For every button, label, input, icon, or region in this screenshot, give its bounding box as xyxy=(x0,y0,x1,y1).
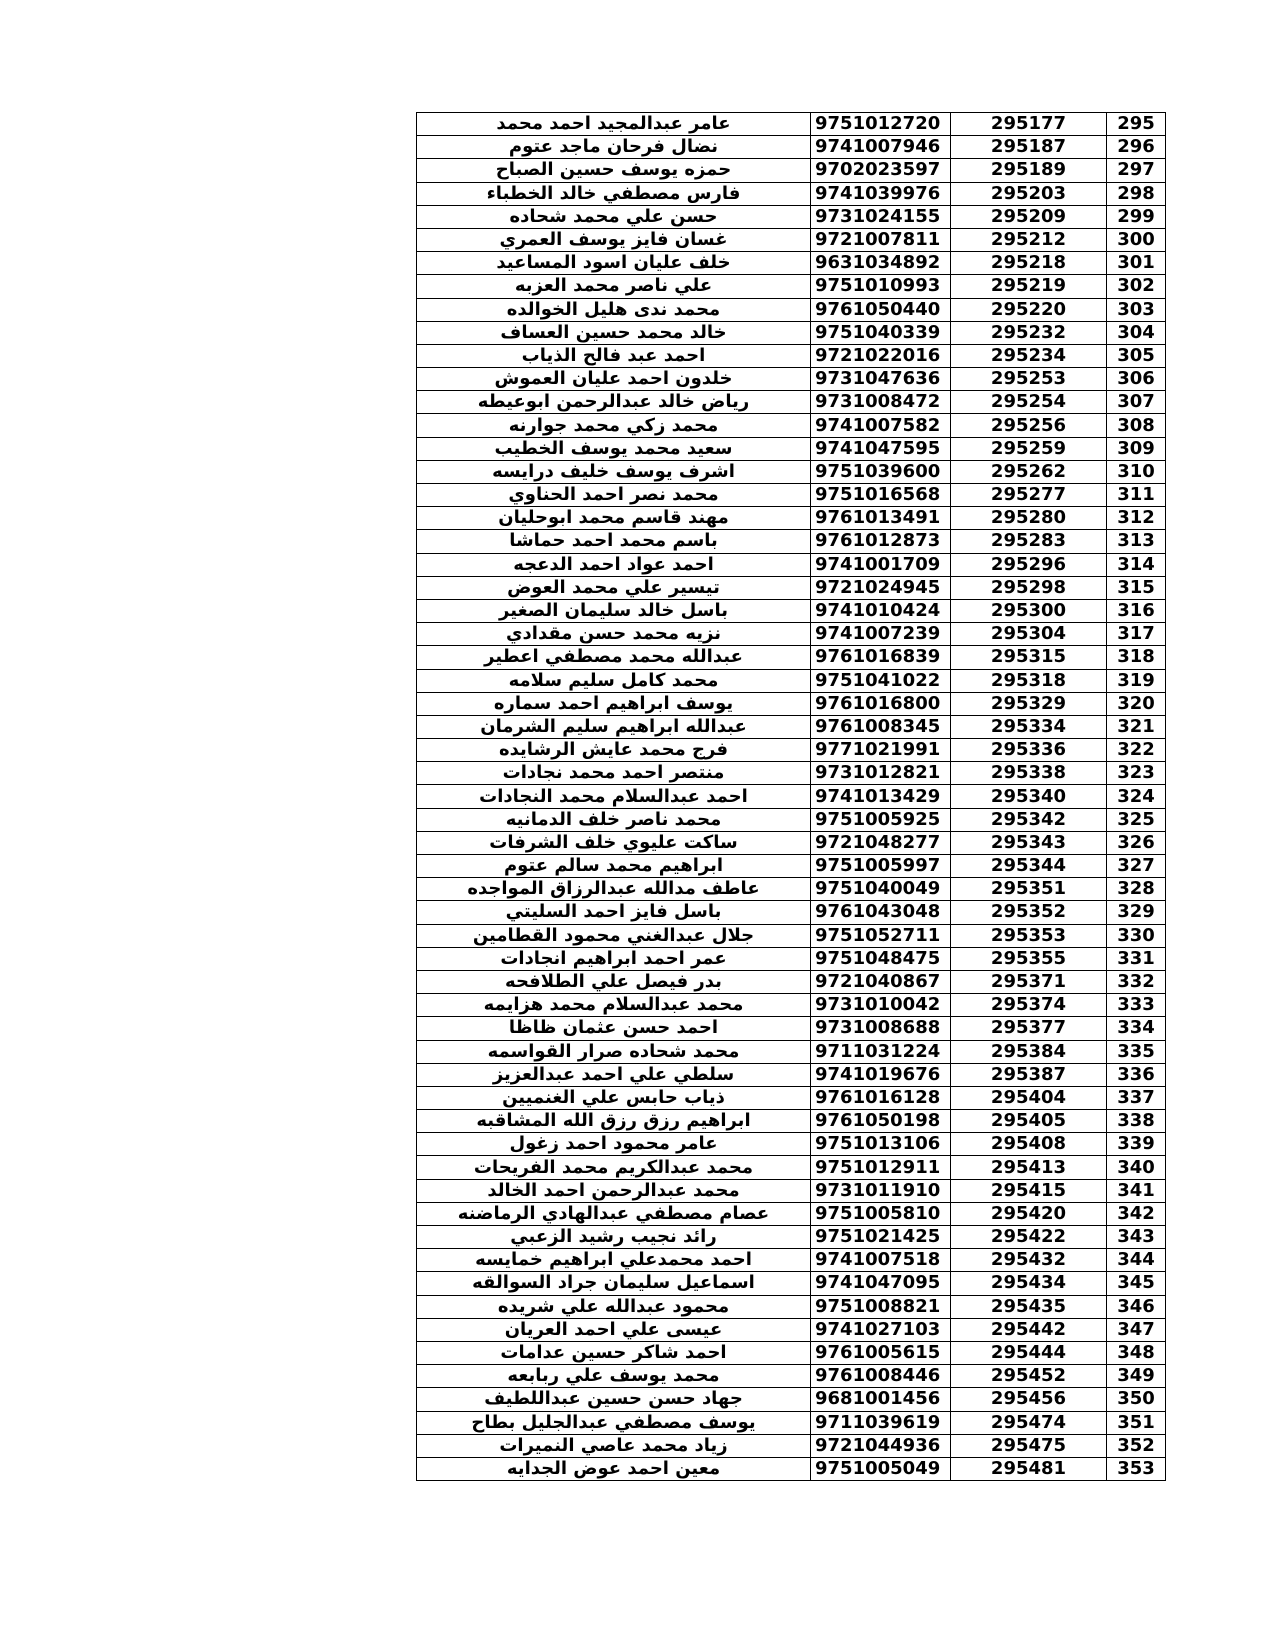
table-row xyxy=(417,1411,1166,1434)
national-number-cell: 9741013429 xyxy=(811,785,951,808)
national-number-cell: 9761012873 xyxy=(811,530,951,553)
code-cell: 295351 xyxy=(951,878,1107,901)
table-row xyxy=(417,182,1166,205)
national-number-cell: 9751048475 xyxy=(811,947,951,970)
table-row xyxy=(417,437,1166,460)
national-number-cell: 9751041022 xyxy=(811,669,951,692)
national-number-cell: 9731008472 xyxy=(811,391,951,414)
code-cell: 295420 xyxy=(951,1202,1107,1225)
table-row xyxy=(417,1341,1166,1364)
table-row xyxy=(417,1156,1166,1179)
sequence-number-cell: 352 xyxy=(1107,1434,1166,1457)
name-cell: عامر محمود احمد زغول xyxy=(417,1133,811,1156)
table-row xyxy=(417,368,1166,391)
national-number-cell: 9761013491 xyxy=(811,507,951,530)
table-row xyxy=(417,321,1166,344)
sequence-number-cell: 310 xyxy=(1107,460,1166,483)
code-cell: 295353 xyxy=(951,924,1107,947)
name-cell: ذياب حابس علي الغنميين xyxy=(417,1086,811,1109)
national-number-cell: 9681001456 xyxy=(811,1388,951,1411)
sequence-number-cell: 326 xyxy=(1107,831,1166,854)
national-number-cell: 9741019676 xyxy=(811,1063,951,1086)
sequence-number-cell: 332 xyxy=(1107,970,1166,993)
national-number-cell: 9721040867 xyxy=(811,970,951,993)
code-cell: 295344 xyxy=(951,855,1107,878)
table-row xyxy=(417,669,1166,692)
sequence-number-cell: 298 xyxy=(1107,182,1166,205)
name-cell: رائد نجيب رشيد الزعبي xyxy=(417,1226,811,1249)
code-cell: 295415 xyxy=(951,1179,1107,1202)
sequence-number-cell: 328 xyxy=(1107,878,1166,901)
table-row xyxy=(417,391,1166,414)
code-cell: 295234 xyxy=(951,344,1107,367)
name-cell: باسل فايز احمد السليتي xyxy=(417,901,811,924)
code-cell: 295256 xyxy=(951,414,1107,437)
name-cell: معين احمد عوض الجدايه xyxy=(417,1457,811,1480)
name-cell: احمد عبدالسلام محمد النجادات xyxy=(417,785,811,808)
name-cell: يوسف ابراهيم احمد سماره xyxy=(417,692,811,715)
national-number-cell: 9751008821 xyxy=(811,1295,951,1318)
sequence-number-cell: 337 xyxy=(1107,1086,1166,1109)
table-row xyxy=(417,808,1166,831)
table-row xyxy=(417,623,1166,646)
code-cell: 295352 xyxy=(951,901,1107,924)
code-cell: 295298 xyxy=(951,576,1107,599)
name-cell: محمد نصر احمد الحناوي xyxy=(417,484,811,507)
sequence-number-cell: 338 xyxy=(1107,1110,1166,1133)
code-cell: 295444 xyxy=(951,1341,1107,1364)
name-cell: حسن علي محمد شحاده xyxy=(417,205,811,228)
code-cell: 295262 xyxy=(951,460,1107,483)
table-row xyxy=(417,228,1166,251)
name-cell: عمر احمد ابراهيم انجادات xyxy=(417,947,811,970)
table-row xyxy=(417,1040,1166,1063)
code-cell: 295280 xyxy=(951,507,1107,530)
national-number-cell: 9721007811 xyxy=(811,228,951,251)
national-number-cell: 9731047636 xyxy=(811,368,951,391)
table-row xyxy=(417,1272,1166,1295)
code-cell: 295300 xyxy=(951,599,1107,622)
table-row xyxy=(417,1318,1166,1341)
code-cell: 295422 xyxy=(951,1226,1107,1249)
name-cell: نزيه محمد حسن مقدادي xyxy=(417,623,811,646)
table-row xyxy=(417,994,1166,1017)
code-cell: 295456 xyxy=(951,1388,1107,1411)
national-number-cell: 9702023597 xyxy=(811,159,951,182)
table-row xyxy=(417,159,1166,182)
code-cell: 295387 xyxy=(951,1063,1107,1086)
national-number-cell: 9751052711 xyxy=(811,924,951,947)
name-cell: ساكت عليوي خلف الشرفات xyxy=(417,831,811,854)
table-row xyxy=(417,205,1166,228)
sequence-number-cell: 344 xyxy=(1107,1249,1166,1272)
sequence-number-cell: 335 xyxy=(1107,1040,1166,1063)
table-row xyxy=(417,878,1166,901)
sequence-number-cell: 316 xyxy=(1107,599,1166,622)
name-cell: باسم محمد احمد حماشا xyxy=(417,530,811,553)
table-row xyxy=(417,1110,1166,1133)
table-row xyxy=(417,1202,1166,1225)
table-row xyxy=(417,1457,1166,1480)
code-cell: 295304 xyxy=(951,623,1107,646)
table-row xyxy=(417,344,1166,367)
name-cell: خلف عليان اسود المساعيد xyxy=(417,252,811,275)
code-cell: 295336 xyxy=(951,739,1107,762)
national-number-cell: 9751010993 xyxy=(811,275,951,298)
national-number-cell: 9731010042 xyxy=(811,994,951,1017)
code-cell: 295283 xyxy=(951,530,1107,553)
table-row xyxy=(417,1434,1166,1457)
code-cell: 295355 xyxy=(951,947,1107,970)
code-cell: 295203 xyxy=(951,182,1107,205)
national-number-cell: 9741007946 xyxy=(811,136,951,159)
table-row xyxy=(417,1249,1166,1272)
table-row xyxy=(417,576,1166,599)
name-cell: نضال فرحان ماجد عتوم xyxy=(417,136,811,159)
code-cell: 295315 xyxy=(951,646,1107,669)
sequence-number-cell: 313 xyxy=(1107,530,1166,553)
name-cell: منتصر احمد محمد نجادات xyxy=(417,762,811,785)
name-cell: عصام مصطفي عبدالهادي الرماضنه xyxy=(417,1202,811,1225)
national-number-cell: 9751012911 xyxy=(811,1156,951,1179)
name-cell: محمد زكي محمد جوارنه xyxy=(417,414,811,437)
code-cell: 295220 xyxy=(951,298,1107,321)
name-cell: محمد عبدالكريم محمد الفريحات xyxy=(417,1156,811,1179)
national-number-cell: 9631034892 xyxy=(811,252,951,275)
code-cell: 295187 xyxy=(951,136,1107,159)
table-row xyxy=(417,855,1166,878)
name-cell: محمد يوسف علي ربابعه xyxy=(417,1365,811,1388)
table-row xyxy=(417,1017,1166,1040)
name-cell: عبدالله محمد مصطفي اعطير xyxy=(417,646,811,669)
sequence-number-cell: 342 xyxy=(1107,1202,1166,1225)
table-row xyxy=(417,715,1166,738)
name-cell: زياد محمد عاصي النميرات xyxy=(417,1434,811,1457)
national-number-cell: 9741027103 xyxy=(811,1318,951,1341)
code-cell: 295318 xyxy=(951,669,1107,692)
table-row xyxy=(417,762,1166,785)
national-number-cell: 9711031224 xyxy=(811,1040,951,1063)
national-number-cell: 9731012821 xyxy=(811,762,951,785)
code-cell: 295434 xyxy=(951,1272,1107,1295)
sequence-number-cell: 300 xyxy=(1107,228,1166,251)
code-cell: 295189 xyxy=(951,159,1107,182)
national-number-cell: 9761008345 xyxy=(811,715,951,738)
table-row xyxy=(417,414,1166,437)
name-cell: محمد ناصر خلف الدمانيه xyxy=(417,808,811,831)
sequence-number-cell: 319 xyxy=(1107,669,1166,692)
code-cell: 295253 xyxy=(951,368,1107,391)
table-row xyxy=(417,1086,1166,1109)
sequence-number-cell: 339 xyxy=(1107,1133,1166,1156)
sequence-number-cell: 305 xyxy=(1107,344,1166,367)
national-number-cell: 9761008446 xyxy=(811,1365,951,1388)
code-cell: 295338 xyxy=(951,762,1107,785)
sequence-number-cell: 324 xyxy=(1107,785,1166,808)
table-row xyxy=(417,136,1166,159)
sequence-number-cell: 303 xyxy=(1107,298,1166,321)
national-number-cell: 9751016568 xyxy=(811,484,951,507)
code-cell: 295177 xyxy=(951,113,1107,136)
sequence-number-cell: 343 xyxy=(1107,1226,1166,1249)
code-cell: 295296 xyxy=(951,553,1107,576)
sequence-number-cell: 320 xyxy=(1107,692,1166,715)
table-body xyxy=(417,113,1166,1481)
national-number-cell: 9741039976 xyxy=(811,182,951,205)
code-cell: 295377 xyxy=(951,1017,1107,1040)
sequence-number-cell: 330 xyxy=(1107,924,1166,947)
national-number-cell: 9721044936 xyxy=(811,1434,951,1457)
sequence-number-cell: 333 xyxy=(1107,994,1166,1017)
table-row xyxy=(417,901,1166,924)
national-number-cell: 9711039619 xyxy=(811,1411,951,1434)
code-cell: 295329 xyxy=(951,692,1107,715)
national-number-cell: 9751021425 xyxy=(811,1226,951,1249)
national-number-cell: 9751040339 xyxy=(811,321,951,344)
sequence-number-cell: 318 xyxy=(1107,646,1166,669)
sequence-number-cell: 295 xyxy=(1107,113,1166,136)
national-number-cell: 9751005810 xyxy=(811,1202,951,1225)
code-cell: 295334 xyxy=(951,715,1107,738)
sequence-number-cell: 323 xyxy=(1107,762,1166,785)
code-cell: 295254 xyxy=(951,391,1107,414)
code-cell: 295413 xyxy=(951,1156,1107,1179)
sequence-number-cell: 302 xyxy=(1107,275,1166,298)
sequence-number-cell: 307 xyxy=(1107,391,1166,414)
national-number-cell: 9731008688 xyxy=(811,1017,951,1040)
name-cell: فرج محمد عايش الرشايده xyxy=(417,739,811,762)
code-cell: 295475 xyxy=(951,1434,1107,1457)
code-cell: 295219 xyxy=(951,275,1107,298)
table-row xyxy=(417,275,1166,298)
sequence-number-cell: 341 xyxy=(1107,1179,1166,1202)
name-cell: جهاد حسن حسين عبداللطيف xyxy=(417,1388,811,1411)
code-cell: 295474 xyxy=(951,1411,1107,1434)
table-row xyxy=(417,298,1166,321)
sequence-number-cell: 331 xyxy=(1107,947,1166,970)
national-number-cell: 9741007518 xyxy=(811,1249,951,1272)
national-number-cell: 9761050198 xyxy=(811,1110,951,1133)
table-row xyxy=(417,947,1166,970)
table-row xyxy=(417,507,1166,530)
table-row xyxy=(417,1063,1166,1086)
name-cell: محمد عبدالرحمن احمد الخالد xyxy=(417,1179,811,1202)
national-number-cell: 9741007582 xyxy=(811,414,951,437)
code-cell: 295432 xyxy=(951,1249,1107,1272)
sequence-number-cell: 336 xyxy=(1107,1063,1166,1086)
national-number-cell: 9771021991 xyxy=(811,739,951,762)
national-number-cell: 9731024155 xyxy=(811,205,951,228)
name-cell: خالد محمد حسين العساف xyxy=(417,321,811,344)
table-row xyxy=(417,1388,1166,1411)
code-cell: 295277 xyxy=(951,484,1107,507)
name-cell: مهند قاسم محمد ابوحليان xyxy=(417,507,811,530)
national-number-cell: 9761016800 xyxy=(811,692,951,715)
sequence-number-cell: 317 xyxy=(1107,623,1166,646)
sequence-number-cell: 322 xyxy=(1107,739,1166,762)
name-cell: احمد شاكر حسين عدامات xyxy=(417,1341,811,1364)
sequence-number-cell: 346 xyxy=(1107,1295,1166,1318)
name-cell: جلال عبدالغني محمود القطامين xyxy=(417,924,811,947)
code-cell: 295232 xyxy=(951,321,1107,344)
name-cell: محمد كامل سليم سلامه xyxy=(417,669,811,692)
code-cell: 295374 xyxy=(951,994,1107,1017)
code-cell: 295343 xyxy=(951,831,1107,854)
sequence-number-cell: 334 xyxy=(1107,1017,1166,1040)
sequence-number-cell: 348 xyxy=(1107,1341,1166,1364)
sequence-number-cell: 314 xyxy=(1107,553,1166,576)
national-number-cell: 9721022016 xyxy=(811,344,951,367)
national-number-cell: 9721024945 xyxy=(811,576,951,599)
name-cell: غسان فايز يوسف العمري xyxy=(417,228,811,251)
name-cell: خلدون احمد عليان العموش xyxy=(417,368,811,391)
sequence-number-cell: 312 xyxy=(1107,507,1166,530)
national-number-cell: 9761043048 xyxy=(811,901,951,924)
sequence-number-cell: 340 xyxy=(1107,1156,1166,1179)
code-cell: 295452 xyxy=(951,1365,1107,1388)
national-number-cell: 9741010424 xyxy=(811,599,951,622)
table-row xyxy=(417,1133,1166,1156)
sequence-number-cell: 296 xyxy=(1107,136,1166,159)
sequence-number-cell: 309 xyxy=(1107,437,1166,460)
table-row xyxy=(417,739,1166,762)
sequence-number-cell: 304 xyxy=(1107,321,1166,344)
table-row xyxy=(417,970,1166,993)
sequence-number-cell: 297 xyxy=(1107,159,1166,182)
code-cell: 295442 xyxy=(951,1318,1107,1341)
table-row xyxy=(417,484,1166,507)
sequence-number-cell: 325 xyxy=(1107,808,1166,831)
national-number-cell: 9741047095 xyxy=(811,1272,951,1295)
code-cell: 295481 xyxy=(951,1457,1107,1480)
table-row xyxy=(417,831,1166,854)
sequence-number-cell: 351 xyxy=(1107,1411,1166,1434)
name-cell: بدر فيصل علي الطلافحه xyxy=(417,970,811,993)
name-cell: علي ناصر محمد العزبه xyxy=(417,275,811,298)
name-cell: اسماعيل سليمان جراد السوالقه xyxy=(417,1272,811,1295)
table-row xyxy=(417,1365,1166,1388)
name-cell: عبدالله ابراهيم سليم الشرمان xyxy=(417,715,811,738)
table-row xyxy=(417,530,1166,553)
sequence-number-cell: 299 xyxy=(1107,205,1166,228)
name-cell: ابراهيم محمد سالم عتوم xyxy=(417,855,811,878)
name-cell: عيسى علي احمد العريان xyxy=(417,1318,811,1341)
code-cell: 295408 xyxy=(951,1133,1107,1156)
name-cell: عامر عبدالمجيد احمد محمد xyxy=(417,113,811,136)
national-number-cell: 9751040049 xyxy=(811,878,951,901)
name-cell: رياض خالد عبدالرحمن ابوعيطه xyxy=(417,391,811,414)
national-number-cell: 9761005615 xyxy=(811,1341,951,1364)
sequence-number-cell: 329 xyxy=(1107,901,1166,924)
sequence-number-cell: 321 xyxy=(1107,715,1166,738)
name-cell: محمد عبدالسلام محمد هزايمه xyxy=(417,994,811,1017)
sequence-number-cell: 308 xyxy=(1107,414,1166,437)
table-row xyxy=(417,252,1166,275)
sequence-number-cell: 301 xyxy=(1107,252,1166,275)
code-cell: 295404 xyxy=(951,1086,1107,1109)
name-cell: فارس مصطفي خالد الخطباء xyxy=(417,182,811,205)
name-cell: باسل خالد سليمان الصغير xyxy=(417,599,811,622)
code-cell: 295209 xyxy=(951,205,1107,228)
names-table xyxy=(416,112,1166,1481)
name-cell: سلطي علي احمد عبدالعزيز xyxy=(417,1063,811,1086)
table-row xyxy=(417,646,1166,669)
code-cell: 295371 xyxy=(951,970,1107,993)
sequence-number-cell: 350 xyxy=(1107,1388,1166,1411)
table-row xyxy=(417,1179,1166,1202)
code-cell: 295212 xyxy=(951,228,1107,251)
table-row xyxy=(417,599,1166,622)
name-cell: حمزه يوسف حسين الصباح xyxy=(417,159,811,182)
table-row xyxy=(417,460,1166,483)
sequence-number-cell: 345 xyxy=(1107,1272,1166,1295)
table-row xyxy=(417,113,1166,136)
code-cell: 295435 xyxy=(951,1295,1107,1318)
sequence-number-cell: 349 xyxy=(1107,1365,1166,1388)
code-cell: 295340 xyxy=(951,785,1107,808)
table-row xyxy=(417,785,1166,808)
sequence-number-cell: 306 xyxy=(1107,368,1166,391)
national-number-cell: 9761016128 xyxy=(811,1086,951,1109)
name-cell: احمد محمدعلي ابراهيم خمايسه xyxy=(417,1249,811,1272)
national-number-cell: 9741007239 xyxy=(811,623,951,646)
code-cell: 295405 xyxy=(951,1110,1107,1133)
national-number-cell: 9741047595 xyxy=(811,437,951,460)
sequence-number-cell: 353 xyxy=(1107,1457,1166,1480)
name-cell: احمد عواد احمد الدعجه xyxy=(417,553,811,576)
table-row xyxy=(417,1226,1166,1249)
name-cell: تيسير علي محمد العوض xyxy=(417,576,811,599)
national-number-cell: 9751005925 xyxy=(811,808,951,831)
national-number-cell: 9721048277 xyxy=(811,831,951,854)
code-cell: 295259 xyxy=(951,437,1107,460)
national-number-cell: 9751005997 xyxy=(811,855,951,878)
national-number-cell: 9731011910 xyxy=(811,1179,951,1202)
name-cell: محمد ندى هليل الخوالده xyxy=(417,298,811,321)
name-cell: محمد شحاده صرار القواسمه xyxy=(417,1040,811,1063)
national-number-cell: 9751013106 xyxy=(811,1133,951,1156)
code-cell: 295342 xyxy=(951,808,1107,831)
national-number-cell: 9751012720 xyxy=(811,113,951,136)
code-cell: 295218 xyxy=(951,252,1107,275)
name-cell: ابراهيم رزق رزق الله المشاقبه xyxy=(417,1110,811,1133)
sequence-number-cell: 311 xyxy=(1107,484,1166,507)
national-number-cell: 9751005049 xyxy=(811,1457,951,1480)
name-cell: عاطف مدالله عبدالرزاق المواجده xyxy=(417,878,811,901)
sequence-number-cell: 347 xyxy=(1107,1318,1166,1341)
table-row xyxy=(417,553,1166,576)
table-row xyxy=(417,692,1166,715)
national-number-cell: 9741001709 xyxy=(811,553,951,576)
name-cell: اشرف يوسف خليف درايسه xyxy=(417,460,811,483)
name-cell: احمد حسن عثمان ظاظا xyxy=(417,1017,811,1040)
name-cell: احمد عبد فالح الذياب xyxy=(417,344,811,367)
name-cell: يوسف مصطفي عبدالجليل بطاح xyxy=(417,1411,811,1434)
national-number-cell: 9761050440 xyxy=(811,298,951,321)
code-cell: 295384 xyxy=(951,1040,1107,1063)
table-row xyxy=(417,1295,1166,1318)
national-number-cell: 9761016839 xyxy=(811,646,951,669)
sequence-number-cell: 327 xyxy=(1107,855,1166,878)
name-cell: محمود عبدالله علي شريده xyxy=(417,1295,811,1318)
national-number-cell: 9751039600 xyxy=(811,460,951,483)
name-cell: سعيد محمد يوسف الخطيب xyxy=(417,437,811,460)
sequence-number-cell: 315 xyxy=(1107,576,1166,599)
table-row xyxy=(417,924,1166,947)
